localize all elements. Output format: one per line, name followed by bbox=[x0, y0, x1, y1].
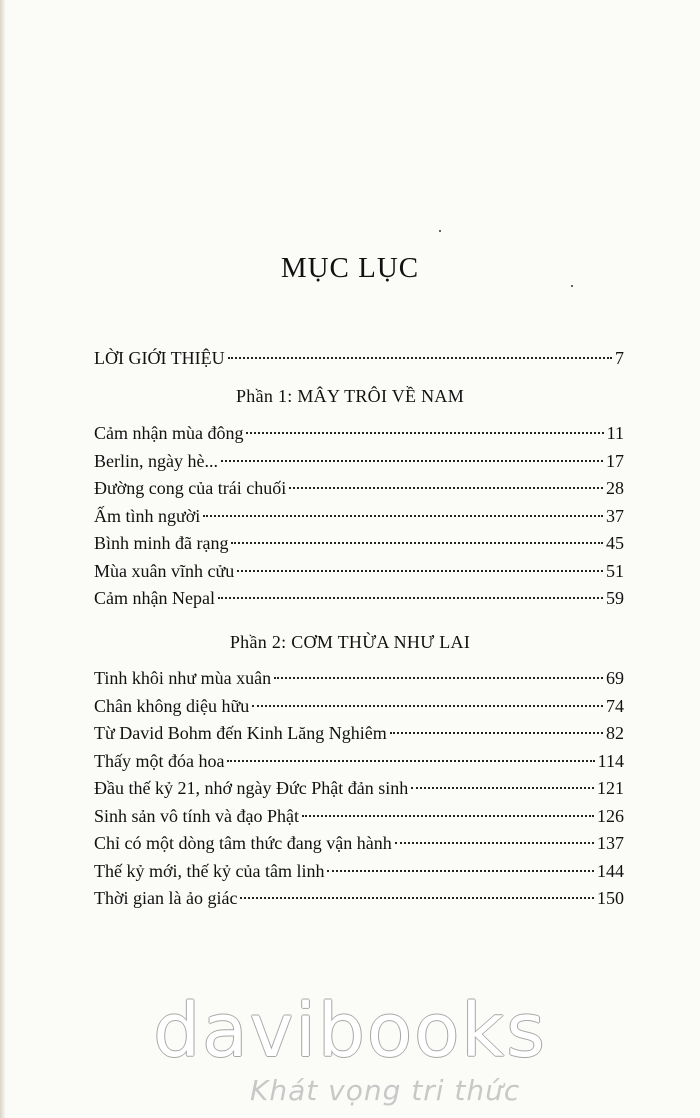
toc-entry-label: LỜI GIỚI THIỆU bbox=[94, 348, 225, 368]
toc-entry-page: 28 bbox=[606, 478, 624, 498]
watermark-slogan: Khát vọng tri thức bbox=[250, 1074, 521, 1107]
toc-entry-label: Từ David Bohm đến Kinh Lăng Nghiêm bbox=[94, 723, 387, 743]
toc-entry-label: Ấm tình người bbox=[94, 505, 201, 526]
dot-leader bbox=[246, 432, 603, 434]
toc-entry-page: 121 bbox=[597, 778, 624, 798]
toc-entry-page: 7 bbox=[615, 348, 624, 368]
toc-entry-page: 69 bbox=[606, 668, 624, 688]
toc-entry-label: Thời gian là ảo giác bbox=[94, 888, 238, 908]
page-edge-shadow bbox=[0, 0, 6, 1118]
toc-entry-page: 45 bbox=[606, 533, 624, 553]
toc-entry-page: 150 bbox=[597, 888, 624, 908]
toc-entry-page: 51 bbox=[606, 560, 624, 581]
toc-entry bbox=[94, 558, 624, 586]
page-title: MỤC LỤC bbox=[280, 252, 420, 284]
print-speck bbox=[571, 285, 573, 287]
toc-entry-label: Bình minh đã rạng bbox=[94, 533, 229, 553]
toc-entry bbox=[94, 448, 624, 476]
toc-entry bbox=[94, 803, 624, 831]
toc-entry-label: Chân không diệu hữu bbox=[94, 695, 250, 716]
dot-leader bbox=[411, 787, 594, 789]
dot-leader bbox=[395, 842, 594, 844]
toc-entry-page: 114 bbox=[597, 750, 624, 771]
toc-entry-page: 74 bbox=[606, 695, 624, 716]
dot-leader bbox=[237, 570, 603, 572]
toc-entry bbox=[94, 345, 624, 373]
toc-entry-label: Tinh khôi như mùa xuân bbox=[94, 668, 272, 688]
dot-leader bbox=[227, 760, 594, 762]
dot-leader bbox=[390, 732, 603, 734]
toc-entry-page: 17 bbox=[606, 450, 624, 471]
toc-entry bbox=[94, 885, 624, 913]
toc-entry bbox=[94, 665, 624, 693]
toc-entry bbox=[94, 585, 624, 613]
toc-intro bbox=[94, 345, 624, 373]
toc-entry-label: Sinh sản vô tính và đạo Phật bbox=[94, 805, 299, 826]
toc-entry bbox=[94, 720, 624, 748]
toc-entry bbox=[94, 503, 624, 531]
dot-leader bbox=[252, 705, 603, 707]
toc-entry-page: 144 bbox=[597, 860, 624, 881]
toc-entry-label: Chỉ có một dòng tâm thức đang vận hành bbox=[94, 833, 392, 853]
toc-entry-label: Thế kỷ mới, thế kỷ của tâm linh bbox=[94, 860, 325, 881]
dot-leader bbox=[231, 542, 603, 544]
dot-leader bbox=[274, 677, 603, 679]
print-speck bbox=[439, 230, 441, 232]
dot-leader bbox=[289, 487, 603, 489]
dot-leader bbox=[327, 870, 594, 872]
watermark-brand: davibooks bbox=[153, 988, 547, 1074]
toc-entry bbox=[94, 475, 624, 503]
dot-leader bbox=[221, 460, 603, 462]
toc-entry-page: 59 bbox=[606, 588, 624, 608]
toc-entry-page: 126 bbox=[597, 805, 624, 826]
toc-entry-label: Cảm nhận Nepal bbox=[94, 588, 215, 608]
part-2-heading: Phần 2: CƠM THỪA NHƯ LAI bbox=[229, 632, 471, 652]
toc-part-1 bbox=[94, 420, 624, 613]
toc-entry bbox=[94, 775, 624, 803]
toc-part-2 bbox=[94, 665, 624, 913]
part-1-heading: Phần 1: MÂY TRÔI VỀ NAM bbox=[235, 386, 465, 406]
toc-entry-page: 11 bbox=[606, 423, 624, 443]
toc-entry-page: 137 bbox=[597, 833, 624, 853]
toc-entry-label: Thấy một đóa hoa bbox=[94, 750, 225, 771]
toc-entry-label: Đường cong của trái chuối bbox=[94, 478, 287, 498]
dot-leader bbox=[218, 597, 603, 599]
toc-entry bbox=[94, 530, 624, 558]
toc-entry-page: 82 bbox=[606, 723, 624, 743]
toc-entry-label: Đầu thế kỷ 21, nhớ ngày Đức Phật đản sinh bbox=[94, 778, 409, 798]
toc-entry-page: 37 bbox=[606, 505, 624, 526]
toc-entry-label: Berlin, ngày hè... bbox=[94, 450, 218, 471]
toc-entry-label: Mùa xuân vĩnh cửu bbox=[94, 560, 235, 581]
toc-entry bbox=[94, 830, 624, 858]
toc-entry bbox=[94, 420, 624, 448]
dot-leader bbox=[228, 357, 612, 359]
toc-entry bbox=[94, 748, 624, 776]
dot-leader bbox=[302, 815, 594, 817]
toc-entry-label: Cảm nhận mùa đông bbox=[94, 423, 244, 443]
toc-entry bbox=[94, 858, 624, 886]
dot-leader bbox=[203, 515, 603, 517]
toc-entry bbox=[94, 693, 624, 721]
dot-leader bbox=[240, 897, 594, 899]
